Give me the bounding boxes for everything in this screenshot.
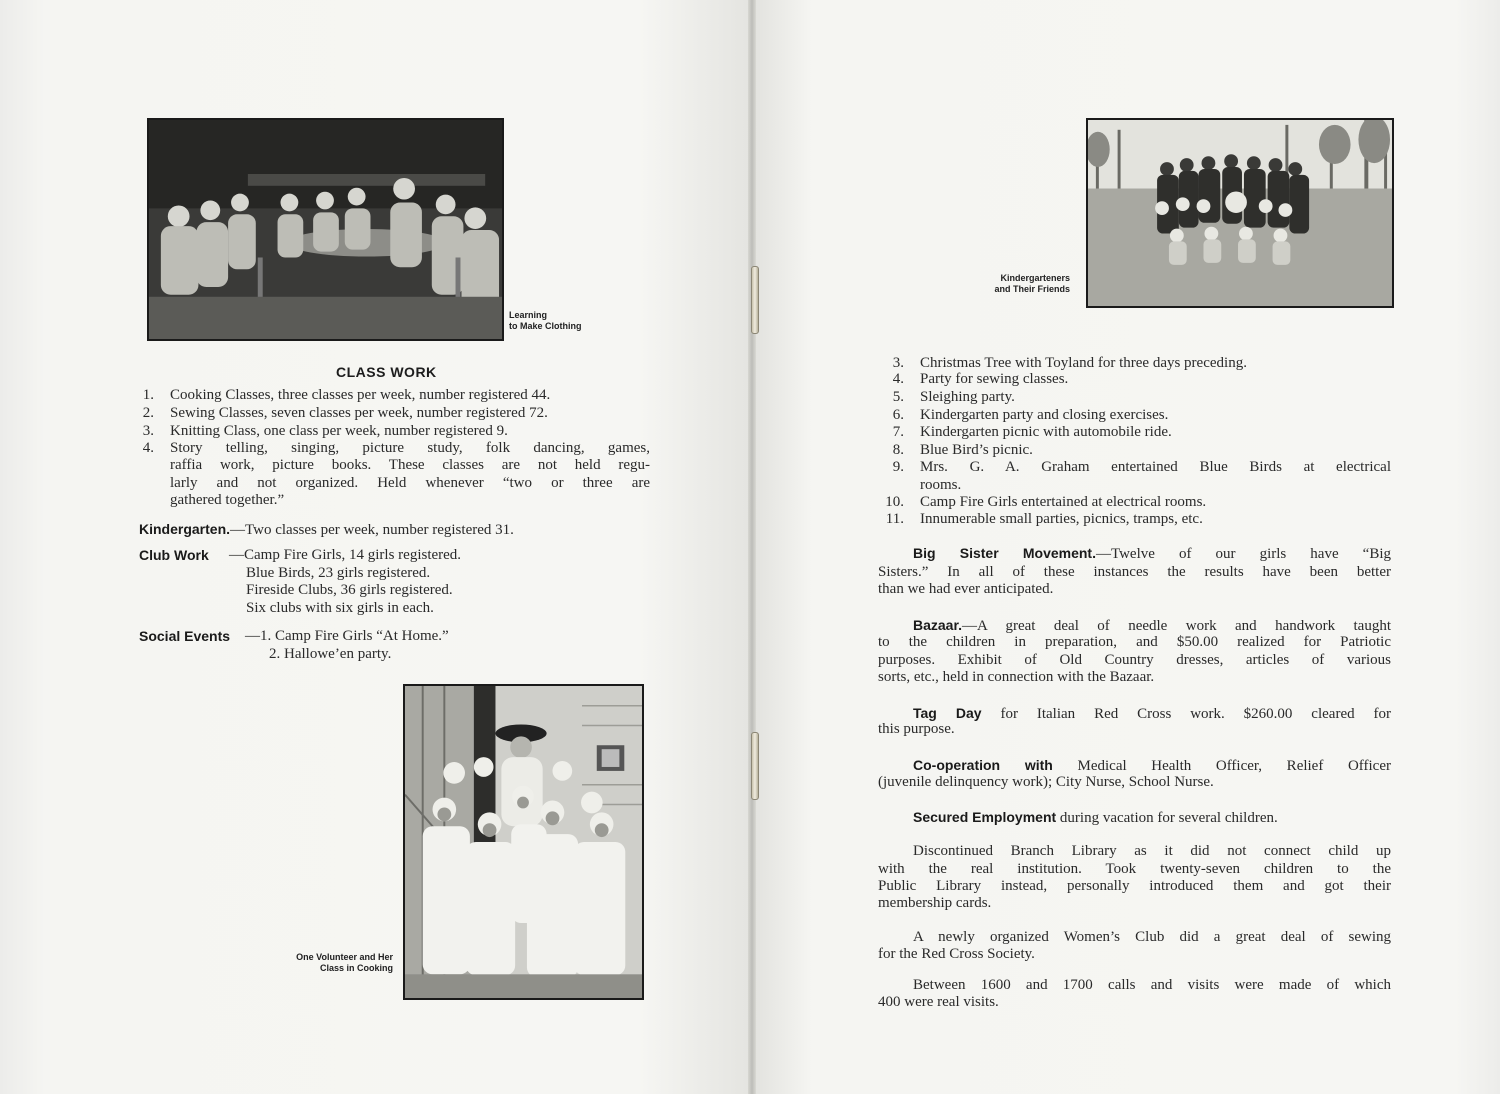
club-line: —Camp Fire Girls, 14 girls registered. [229,547,462,563]
caption-line: One Volunteer and Her [296,952,393,962]
cooperation-line [913,757,1391,776]
staple-top [751,266,759,334]
calls-line: Between 1600 and 1700 calls and visits were made of which [913,977,1391,993]
club-line: Fireside Clubs, 36 girls registered. [246,582,453,598]
bazaar-label: Bazaar. [913,617,963,633]
bazaar-line: sorts, etc., held in connection with the Bazaar. [878,669,1155,685]
list-item-line: gathered together.” [170,492,285,508]
tag-day-label: Tag Day [913,705,982,721]
right-photo-caption [966,273,1070,295]
photo-volunteer-cooking-class [403,684,644,1000]
club-line: Blue Birds, 23 girls registered. [246,565,431,581]
cooperation-text: Medical Health Officer, Relief Officer [1052,758,1391,774]
bazaar-line: purposes. Exhibit of Old Country dresses, articles of various [878,652,1391,668]
big-sister-label: Big Sister Movement. [913,545,1096,561]
caption-line: to Make Clothing [509,321,582,331]
list-number: 6. [892,407,904,423]
list-number: 2. [142,405,154,421]
employment-label: Secured Employment [913,809,1057,825]
big-sister-line: Sisters.” In all of these instances the results have been better [878,564,1391,580]
tag-day-line: this purpose. [878,721,955,737]
list-item: Camp Fire Girls entertained at electrical rooms. [920,494,1207,510]
list-number: 10. [885,494,904,510]
big-sister-text: —Twelve of our girls have “Big [1095,546,1391,562]
list-number: 4. [142,440,154,456]
caption-line: Learning [509,310,548,320]
kindergarten-text: —Two classes per week, number registered 31. [230,522,514,538]
photo1-caption [509,310,582,332]
social-line: 2. Hallowe’en party. [269,646,392,662]
social-events-label: Social Events [139,628,231,644]
list-number: 7. [892,424,904,440]
employment-line [913,809,1278,828]
list-item: Innumerable small parties, picnics, tramps, etc. [920,511,1203,527]
list-number: 3. [892,355,904,371]
list-number: 5. [892,389,904,405]
list-number: 11. [885,511,904,527]
womens-club-line: for the Red Cross Society. [878,946,1035,962]
right-page [752,0,1500,1094]
caption-line: Class in Cooking [319,963,393,973]
bazaar-line: to the children in preparation, and $50.00 realized for Patriotic [878,634,1391,650]
big-sister-line: than we had ever anticipated. [878,581,1054,597]
list-item-line: Story telling, singing, picture study, folk dancing, games, [170,440,650,456]
club-work-label: Club Work [139,547,209,563]
list-item-line: larly and not organized. Held whenever “two or three are [170,475,650,491]
caption-line: Kindergarteners [1000,273,1070,283]
list-item: Cooking Classes, three classes per week, number registered 44. [170,387,551,403]
photo-learning-to-make-clothing [147,118,504,341]
kindergarten-paragraph [139,521,514,540]
big-sister-line [913,545,1391,564]
list-item: Sewing Classes, seven classes per week, number registered 72. [170,405,548,421]
photo2-caption [260,952,393,974]
staple-bottom [751,732,759,800]
library-line: Discontinued Branch Library as it did not connect child up [913,843,1391,859]
caption-line: and Their Friends [994,284,1070,294]
list-item: Kindergarten picnic with automobile ride. [920,424,1172,440]
list-number: 3. [142,423,154,439]
list-number: 1. [142,387,154,403]
list-item: Sleighing party. [920,389,1015,405]
list-number: 4. [892,371,904,387]
list-item-line: raffia work, picture books. These classes are not held regu- [170,457,650,473]
list-item: Blue Bird’s picnic. [920,442,1033,458]
bazaar-line [913,617,1391,636]
list-item: Knitting Class, one class per week, number registered 9. [170,423,508,439]
tag-day-line [913,705,1391,724]
list-number: 8. [892,442,904,458]
cooperation-label: Co-operation with [913,757,1053,773]
photo-kindergarteners-and-friends [1086,118,1394,308]
library-line: Public Library instead, personally introduced them and got their [878,878,1391,894]
calls-line: 400 were real visits. [878,994,999,1010]
list-item-line: rooms. [920,477,962,493]
cooperation-line: (juvenile delinquency work); City Nurse, School Nurse. [878,774,1214,790]
kindergarten-label: Kindergarten. [139,521,231,537]
list-item: Party for sewing classes. [920,371,1069,387]
employment-text: during vacation for several children. [1056,810,1278,826]
list-item: Kindergarten party and closing exercises. [920,407,1169,423]
tag-day-text: for Italian Red Cross work. $260.00 cleared for [981,706,1391,722]
womens-club-line: A newly organized Women’s Club did a great deal of sewing [913,929,1391,945]
social-line: —1. Camp Fire Girls “At Home.” [245,628,449,644]
library-line: with the real institution. Took twenty-seven children to the [878,861,1391,877]
library-line: membership cards. [878,895,992,911]
bazaar-text: —A great deal of needle work and handwork taught [962,618,1391,634]
class-work-heading: CLASS WORK [336,364,437,380]
book-gutter [748,0,756,1094]
list-number: 9. [892,459,904,475]
list-item: Christmas Tree with Toyland for three days preceding. [920,355,1247,371]
list-item-line: Mrs. G. A. Graham entertained Blue Birds at electrical [920,459,1391,475]
club-line: Six clubs with six girls in each. [246,600,434,616]
